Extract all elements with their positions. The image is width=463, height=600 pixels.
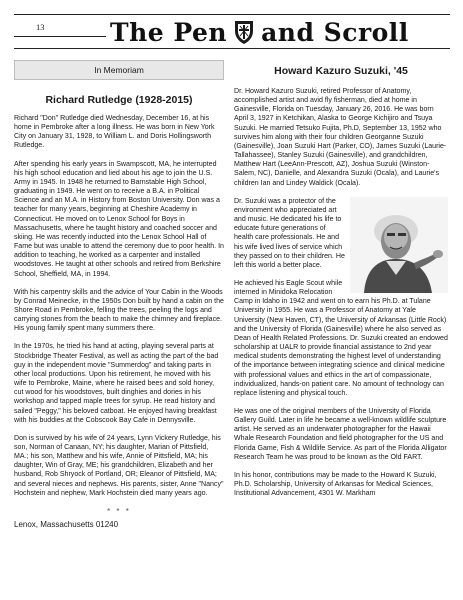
paragraph: Dr. Suzuki was a protector of the environment who appreciated art and music. He dedicated his life to educate future generations of health care professionals. He and his wife lived lives of service which they passed on to their children. He left this world a better place. — [234, 197, 345, 269]
masthead — [14, 14, 450, 52]
shield-crest-icon — [233, 19, 255, 45]
paragraph: With his carpentry skills and the advice of Your Cabin in the Woods by Conrad Meinecke, in the 1950s Don built by hand a cabin on the Shore Road in Pembroke, felling the trees, peeling the logs and carrying stones from the beach to make the chimney and fireplace. His young family spent many summers there. — [14, 288, 224, 333]
paragraph: In his honor, contributions may be made to the Howard K Suzuki, Ph.D. Scholarship, University of Arkansas for Medical Sciences, Institutional Advancement, 4301 W. Markham — [234, 471, 437, 498]
masthead-bottom-rule — [14, 48, 450, 49]
portrait-photo — [350, 197, 448, 293]
paragraph: He was one of the original members of the University of Florida Gallery Guild. Later in life he became a well-known wildlife sculpture artist. He served as an underwater photographer for the Hawaii Whale Research Foundation and field photographer for the US and Florida Game, Fish & Wildlife Service. As part of the Florida Alligator Research Team he was proud to be known as the Old FART. — [234, 408, 447, 461]
paragraph: He achieved his Eagle Scout while interned in Minidoka Relocation Camp in Idaho in 1942 and went on to earn his Ph.D. at Tulane University in 1955. He was a Professor of Anatomy at Yale University (New Haven, CT), the University of Arkansas (Little Rock) and the University of Florida (Gainesville) where he also served as Dean of Health Related Professions. Dr. Suzuki created an endowed scholarship at UALR to provide financial assistance to 2nd year medical students demonstrating the highest level of understanding of the importance between integrating science and clinical medicine with professional values and ethics in the art of compassionate, individualized, hands-on patient care. No amount of technology can replace listening and physical touch. — [234, 279, 448, 397]
right-column — [234, 60, 448, 507]
article-heading-rutledge: Richard Rutledge (1928-2015) — [45, 94, 193, 106]
page-number: 13 — [36, 22, 45, 32]
paragraph: In the 1970s, he tried his hand at acting, playing several parts at Stockbridge Theater Festival, as well as acting the part of the bad guy in the independent movie "Summerdog" and taking parts in other local productions. Upon his retirement, he moved with his wife to Pembroke, Maine, where he raised bees and sold honey, cut wood for his woodstoves, built dinghies and dories in his workshop and tapped maple trees for syrup. He read history and sailed "Peggy," his beloved catboat. He enjoyed having breakfast with his buddies at the Cobscook Bay Cafe in Dennysville. — [14, 343, 219, 424]
paragraph: Don is survived by his wife of 24 years, Lynn Vickery Rutledge, his son, Norman of Canaan, NY; his daughter, Marian of Pittsfield, MA.; his son, Matthew and his wife, Annie of Pittsfield, MA; his daughter, Win of Gray, ME; his grandchildren, Elizabeth and her husband, Rob Shryock of Portland, OR; Eleanor of Pittsfield, MA; and several nieces and nephews. His parents, sister, Anne "Nancy" Hochstein and nephew, Mark Hochstein died many years ago. — [14, 434, 224, 497]
article-heading-suzuki: Howard Kazuro Suzuki, '45 — [274, 65, 408, 77]
section-label-box — [14, 60, 224, 80]
title-part-1: The Pen — [110, 17, 228, 47]
paragraph: Dr. Howard Kazuro Suzuki, retired Professor of Anatomy, accomplished artist and avid fly fisherman, died at home in Gainesville, Florida on Tuesday, January 26, 2016. He was born April 3, 1927 in Ketchikan, Alaska to George Kichijiro and Tsuya Suzuki. He married Tetsuko Fujita, Ph.D, September 13, 1952 who survives him along with their four children Georganne Suzuki (Gainesville), Joan Suzuki Hart (Parker, CO), James Suzuki (Laurie-Tallahassee), Stanley Suzuki (Gainesville), and grandchildren, Matthew Hart (LeeAnn-Prescott, AZ), Joshua Suzuki (Winston-Salem, NC), Danielle, and Alexandra Suzuki (Ocala), and Laurie's children Ian and Lindey Waldick (Ocala). — [234, 88, 447, 187]
title-part-2: and Scroll — [261, 17, 409, 47]
paragraph: Richard "Don" Rutledge died Wednesday, December 16, at his home in Pembroke after a long illness. He was born in New York City on January 31, 1928, to William L. and Doris Hollingsworth Rutledge. — [14, 115, 215, 150]
portrait-photo-icon — [350, 197, 448, 293]
section-divider-stars: * * * — [107, 506, 131, 516]
left-column — [14, 60, 224, 529]
city-line: Lenox, Massachusetts 01240 — [14, 519, 119, 529]
newsletter-title — [110, 16, 409, 48]
section-label: In Memoriam — [94, 65, 144, 75]
masthead-top-rule — [14, 14, 450, 15]
page-number-rule — [14, 36, 106, 37]
paragraph: After spending his early years in Swampscott, MA, he interrupted his high school education and lied about his age to join the U.S. Army in 1945. In 1948 he returned to Barnstable High School, graduating in 1949. He went on to receive a B.A. in Political Science and an M.A. in History from Boston University. Don was a teacher for many years, beginning at Cheshire Academy in Connecticut. He moved on to Lenox School for Boys in Massachusetts, where he taught history and coached soccer and skiing. He was recently inducted into the Lenox School Hall of Fame but was unable to attend the ceremony due to poor health. In addition to teaching, he worked as a carpenter and installed woodstoves. He taught at other schools and retired from Berkshire School, Sheffield, MA, in 1994. — [14, 160, 224, 278]
